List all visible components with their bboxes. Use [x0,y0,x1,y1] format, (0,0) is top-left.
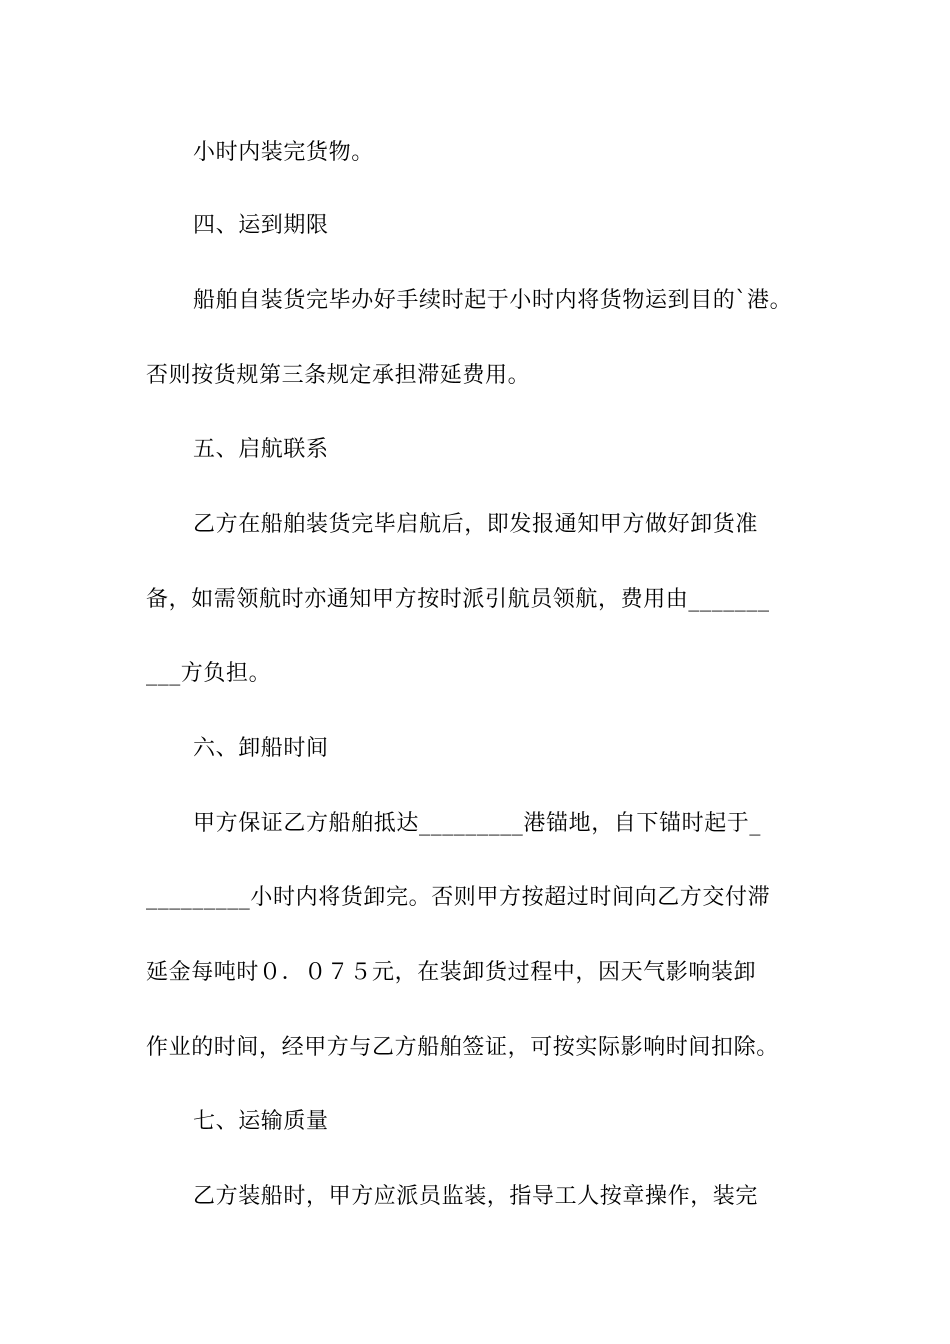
text-line: 乙方在船舶装货完毕启航后，即发报通知甲方做好卸货准 [193,512,759,537]
section-heading: 四、运到期限 [193,213,329,238]
text-line: 船舶自装货完毕办好手续时起于小时内将货物运到目的`港。 [193,288,793,313]
section-heading: 七、运输质量 [193,1109,329,1134]
text-line: _________小时内将货卸完。否则甲方按超过时间向乙方交付滞 [146,885,771,910]
section-heading: 五、启航联系 [193,437,329,462]
text-line: ___方负担。 [146,661,272,686]
section-heading: 六、卸船时间 [193,736,329,761]
text-line: 作业的时间，经甲方与乙方船舶签证，可按实际影响时间扣除。 [146,1035,779,1060]
text-line: 延金每吨时０．０７５元，在装卸货过程中，因天气影响装卸 [146,960,757,985]
text-line: 备，如需领航时亦通知甲方按时派引航员领航，费用由_______ [146,587,770,612]
text-line: 甲方保证乙方船舶抵达_________港锚地，自下锚时起于_ [193,811,762,836]
text-line: 小时内装完货物。 [193,140,374,165]
text-line: 否则按货规第三条规定承担滞延费用。 [146,363,531,388]
text-line: 乙方装船时，甲方应派员监装，指导工人按章操作，装完 [193,1184,759,1209]
